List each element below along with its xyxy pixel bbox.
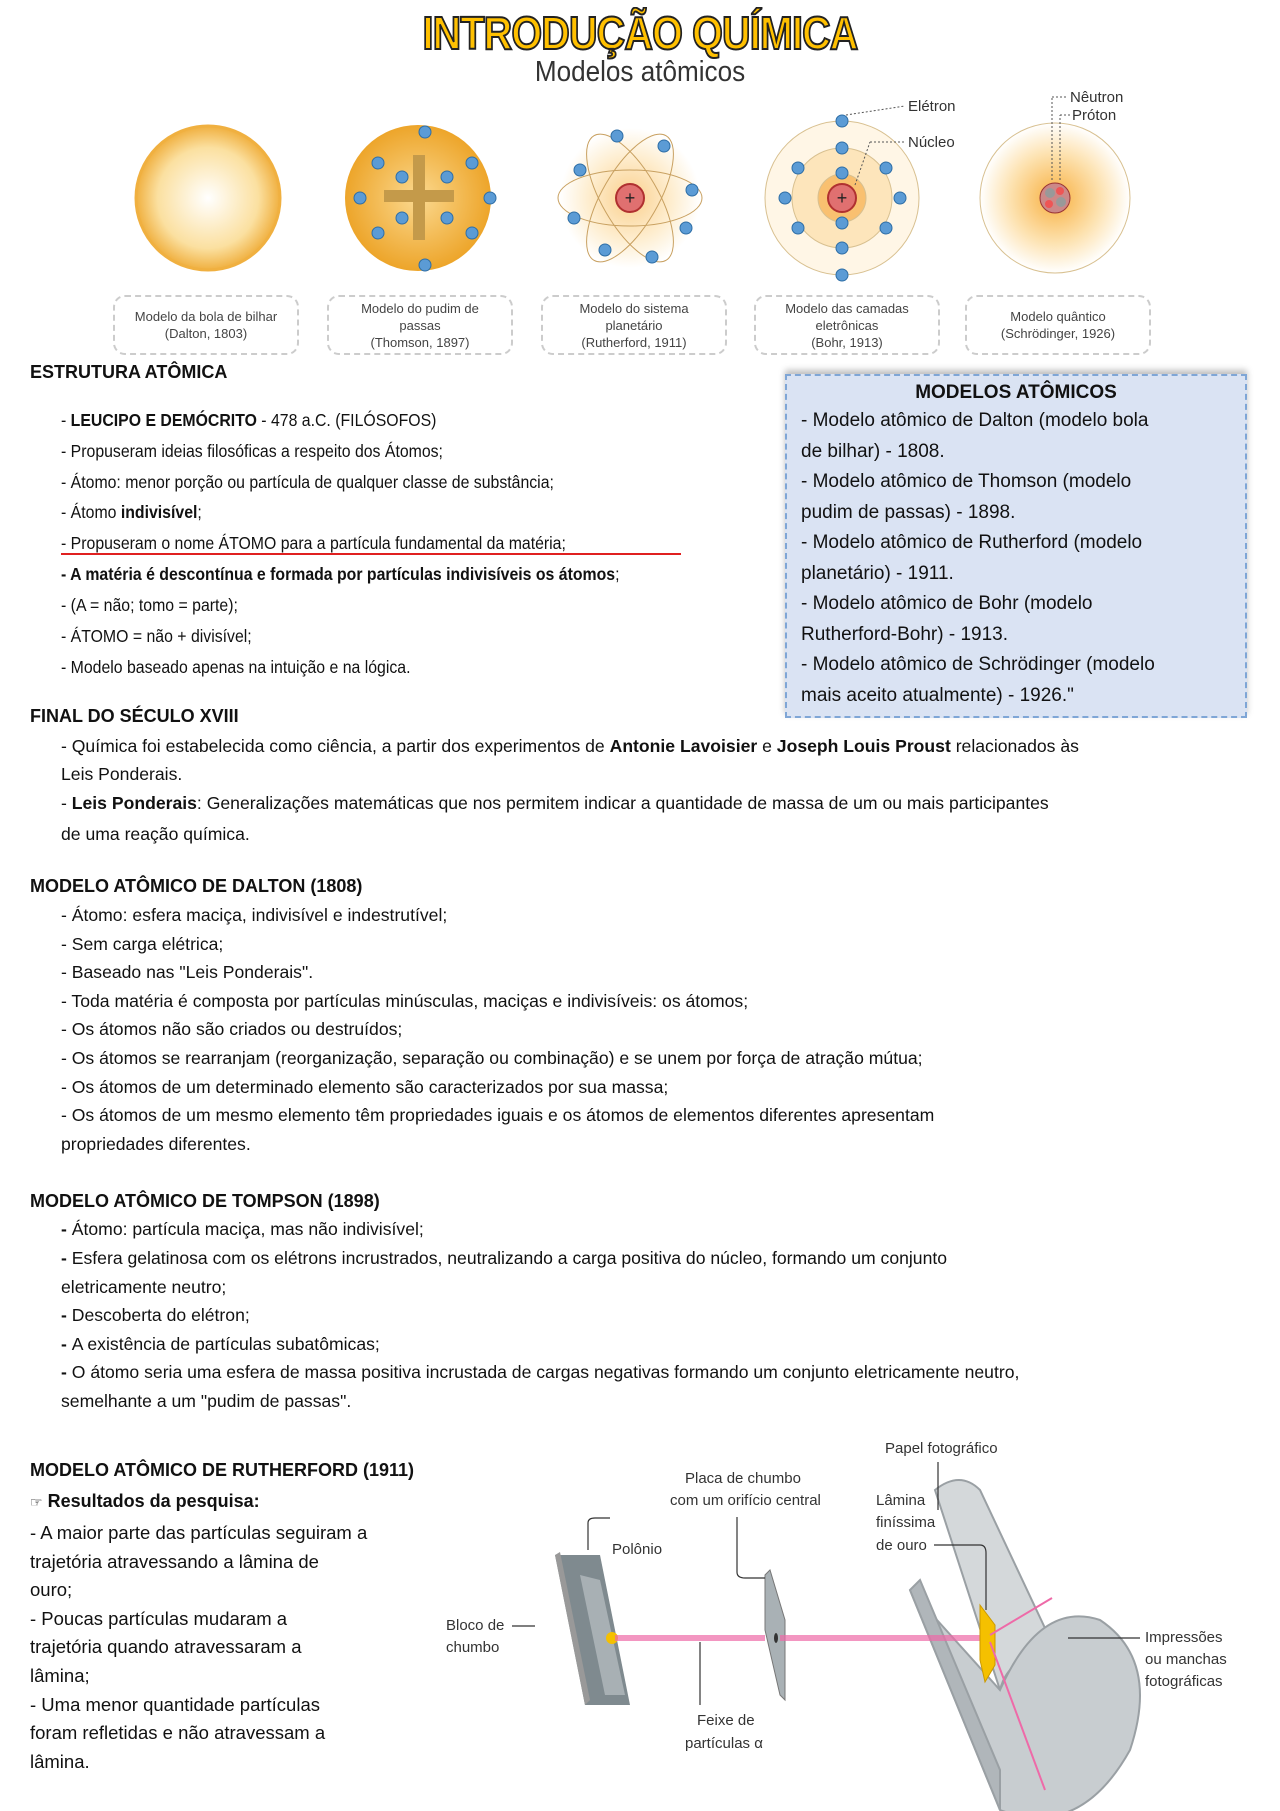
text-segment: O átomo seria uma esfera de massa positiva incrustada de cargas negativas formando um conjunto eletricamente neutro, [71, 1362, 1020, 1382]
text-line [61, 1134, 251, 1155]
rutherford-line: foram refletidas e não atravessam a [30, 1722, 326, 1744]
nucleo-label: Núcleo [908, 134, 955, 151]
text-line [61, 934, 223, 955]
text-line [61, 1334, 380, 1355]
bold-text: Antonie Lavoisier [609, 736, 758, 756]
bloco-label: Bloco de [446, 1617, 505, 1634]
text-segment: Esfera gelatinosa com os elétrons incrustrados, neutralizando a carga positiva do núcleo, formando um conjunto [71, 1248, 948, 1268]
text-segment: de uma reação química. [61, 824, 250, 844]
lamina-label: Lâmina [876, 1492, 926, 1509]
text-segment: - Os átomos de um determinado elemento são caracterizados por sua massa; [61, 1077, 669, 1097]
text-line [61, 764, 182, 785]
text-line [61, 441, 443, 462]
section-heading: MODELO ATÔMICO DE TOMPSON (1898) [30, 1191, 380, 1211]
text-segment: - Átomo: menor porção ou partícula de qualquer classe de substância; [61, 472, 554, 492]
rutherford-line: ouro; [30, 1579, 73, 1601]
box-line: planetário) - 1911. [801, 562, 954, 584]
lamina-label-3: de ouro [876, 1537, 927, 1554]
rutherford-line: lâmina; [30, 1665, 90, 1686]
box-title: MODELOS ATÔMICOS [915, 382, 1117, 403]
text-line [61, 1362, 1019, 1383]
rutherford-line: - A maior parte das partículas seguiram a [30, 1522, 368, 1543]
text-segment: - Modelo baseado apenas na intuição e na lógica. [61, 657, 411, 677]
bold-text: - A matéria é descontínua e formada por partículas indivisíveis os átomos [61, 564, 616, 584]
proton-label: Próton [1072, 107, 1117, 124]
page-subtitle: Modelos atômicos [534, 56, 746, 88]
bold-text: Leis Ponderais [71, 793, 197, 813]
page-title: INTRODUÇÃO QUÍMICA [422, 7, 858, 59]
section-heading: ESTRUTURA ATÔMICA [30, 362, 228, 382]
lead-block-icon [555, 1552, 630, 1705]
text-segment: A existência de partículas subatômicas; [71, 1334, 380, 1354]
rutherford-line: lâmina. [30, 1750, 90, 1772]
text-segment: - Sem carga elétrica; [61, 934, 224, 954]
bold-text: - [61, 1334, 72, 1354]
text-line [61, 1019, 402, 1040]
text-segment: Leis Ponderais. [61, 764, 183, 784]
text-segment: - Os átomos de um mesmo elemento têm propriedades iguais e os átomos de elementos diferentes apresentam [61, 1105, 935, 1125]
text-line [61, 1048, 923, 1069]
text-line [61, 1391, 351, 1412]
box-line: - Modelo atômico de Dalton (modelo bola [801, 410, 1149, 431]
placa-label: Placa de chumbo [685, 1470, 801, 1487]
impressoes-label-2: ou manchas [1145, 1651, 1227, 1668]
neutron-label: Nêutron [1070, 89, 1124, 106]
text-line [61, 1305, 250, 1326]
text-line [61, 626, 252, 647]
section-heading: MODELO ATÔMICO DE DALTON (1808) [30, 876, 363, 896]
text-line [61, 1219, 424, 1240]
svg-text:+: + [836, 188, 848, 208]
box-line: Rutherford-Bohr) - 1913. [801, 623, 1008, 645]
text-segment: - Os átomos se rearranjam (reorganização, separação ou combinação) e se unem por força de atração mútua; [61, 1048, 923, 1068]
text-line [61, 533, 566, 554]
text-line [61, 564, 619, 585]
text-segment: relacionados às [950, 736, 1079, 756]
rutherford-line: trajetória atravessando a lâmina de [30, 1550, 319, 1572]
bold-text: LEUCIPO E DEMÓCRITO [70, 410, 257, 430]
box-line: mais aceito atualmente) - 1926." [801, 684, 1074, 706]
text-line [61, 410, 436, 431]
text-segment: - Toda matéria é composta por partículas minúsculas, maciças e indivisíveis: os átomos; [61, 991, 749, 1011]
text-segment: ; [615, 564, 620, 584]
atomic-models-figure [0, 80, 1280, 295]
impressoes-label-3: fotográficas [1145, 1673, 1223, 1690]
rutherford-model-icon [558, 122, 702, 275]
bold-text: - [61, 1362, 72, 1382]
bold-text: - [61, 1305, 72, 1325]
bold-text: - [61, 1219, 72, 1239]
rutherford-heading: MODELO ATÔMICO DE RUTHERFORD (1911) [30, 1460, 415, 1480]
bohr-model-icon [765, 98, 956, 281]
text-segment: : Generalizações matemáticas que nos permitem indicar a quantidade de massa de um ou mais participantes [196, 793, 1049, 813]
model-caption [113, 295, 299, 355]
rutherford-subheading [30, 1491, 260, 1512]
text-segment: - ÁTOMO = não + divisível; [61, 626, 252, 646]
text-line [61, 1077, 668, 1098]
lamina-label-2: finíssima [876, 1514, 936, 1531]
placa-label-2: com um orifício central [670, 1492, 821, 1509]
bold-text: Joseph Louis Proust [776, 736, 951, 756]
caption-line: (Bohr, 1913) [811, 334, 883, 350]
atomic-models-summary-box [785, 374, 1247, 718]
box-line: pudim de passas) - 1898. [801, 501, 1016, 523]
caption-line: (Dalton, 1803) [164, 326, 248, 341]
box-line: - Modelo atômico de Thomson (modelo [801, 471, 1132, 492]
text-segment: - [61, 793, 72, 813]
text-segment: ; [197, 502, 202, 522]
model-caption [541, 295, 727, 355]
bold-text: - [61, 1248, 72, 1268]
text-segment: e [757, 736, 777, 756]
impressoes-label: Impressões [1145, 1629, 1223, 1646]
text-line [61, 657, 410, 678]
svg-text:+: + [624, 188, 636, 208]
rutherford-experiment-diagram [440, 1420, 1280, 1811]
text-line [61, 824, 250, 845]
box-line: - Modelo atômico de Bohr (modelo [801, 593, 1093, 614]
text-line [61, 962, 313, 983]
text-line [61, 793, 1049, 814]
model-caption [327, 295, 513, 355]
text-segment: Átomo: partícula maciça, mas não indivisível; [71, 1219, 424, 1239]
text-segment: - Química foi estabelecida como ciência, a partir dos experimentos de [61, 736, 610, 756]
caption-line: (Thomson, 1897) [370, 334, 470, 350]
schrodinger-model-icon [980, 89, 1130, 273]
thomson-model-icon [345, 125, 496, 271]
feixe-label-2: partículas α [685, 1735, 763, 1752]
text-segment: - [61, 410, 71, 430]
model-caption [754, 295, 940, 355]
caption-line: Modelo quântico [1010, 309, 1106, 324]
text-line [61, 595, 238, 616]
pointing-hand-icon: ☞ [30, 1494, 43, 1510]
text-line [61, 736, 1079, 757]
text-line [61, 472, 554, 493]
model-caption [965, 295, 1151, 355]
text-segment: - Átomo [61, 502, 121, 522]
polonio-label: Polônio [612, 1541, 663, 1558]
text-segment: - (A = não; tomo = parte); [61, 595, 238, 615]
rutherford-line: - Uma menor quantidade partículas [30, 1693, 320, 1715]
text-segment: Descoberta do elétron; [71, 1305, 250, 1325]
text-segment: - Baseado nas "Leis Ponderais". [61, 962, 314, 982]
rutherford-line: - Poucas partículas mudaram a [30, 1607, 288, 1629]
caption-line: (Rutherford, 1911) [581, 334, 687, 350]
text-segment: - Propuseram ideias filosóficas a respeito dos Átomos; [61, 441, 443, 461]
feixe-label: Feixe de [697, 1712, 755, 1729]
caption-line: eletrônicas [815, 317, 879, 333]
bold-text: indivisível [120, 502, 198, 522]
photographic-paper-icon [910, 1480, 1140, 1811]
caption-line: passas [399, 317, 441, 333]
text-segment: eletricamente neutro; [61, 1277, 227, 1297]
text-line [61, 1248, 947, 1269]
section-heading: FINAL DO SÉCULO XVIII [30, 706, 239, 726]
caption-line: Modelo da bola de bilhar [134, 309, 278, 324]
rutherford-line: trajetória quando atravessaram a [30, 1636, 302, 1658]
dalton-model-icon [136, 126, 280, 270]
box-line: de bilhar) - 1808. [801, 440, 945, 462]
text-segment: - Propuseram o nome ÁTOMO para a partícula fundamental da matéria; [61, 533, 566, 553]
text-segment: propriedades diferentes. [61, 1134, 251, 1154]
text-segment: - 478 a.C. (FILÓSOFOS) [256, 410, 437, 430]
caption-line: planetário [605, 317, 663, 333]
box-line: - Modelo atômico de Schrödinger (modelo [801, 654, 1155, 675]
papel-label: Papel fotográfico [885, 1440, 998, 1457]
rutherford-subheading-text: Resultados da pesquisa: [47, 1491, 260, 1511]
text-segment: - Os átomos não são criados ou destruídos; [61, 1019, 403, 1039]
text-line [61, 1277, 226, 1298]
eletron-label: Elétron [908, 98, 956, 115]
box-line: - Modelo atômico de Rutherford (modelo [801, 532, 1143, 553]
text-segment: semelhante a um "pudim de passas". [61, 1391, 352, 1411]
text-line [61, 502, 202, 523]
text-line [61, 905, 447, 926]
caption-line: Modelo do pudim de [361, 300, 479, 316]
text-segment: - Átomo: esfera maciça, indivisível e indestrutível; [61, 905, 448, 925]
red-underline [61, 553, 681, 555]
caption-line: (Schrödinger, 1926) [1000, 326, 1116, 341]
caption-line: Modelo do sistema [579, 300, 689, 316]
text-line [61, 1105, 934, 1126]
caption-line: Modelo das camadas [785, 300, 909, 316]
bloco-label-2: chumbo [446, 1639, 500, 1656]
text-line [61, 991, 748, 1012]
